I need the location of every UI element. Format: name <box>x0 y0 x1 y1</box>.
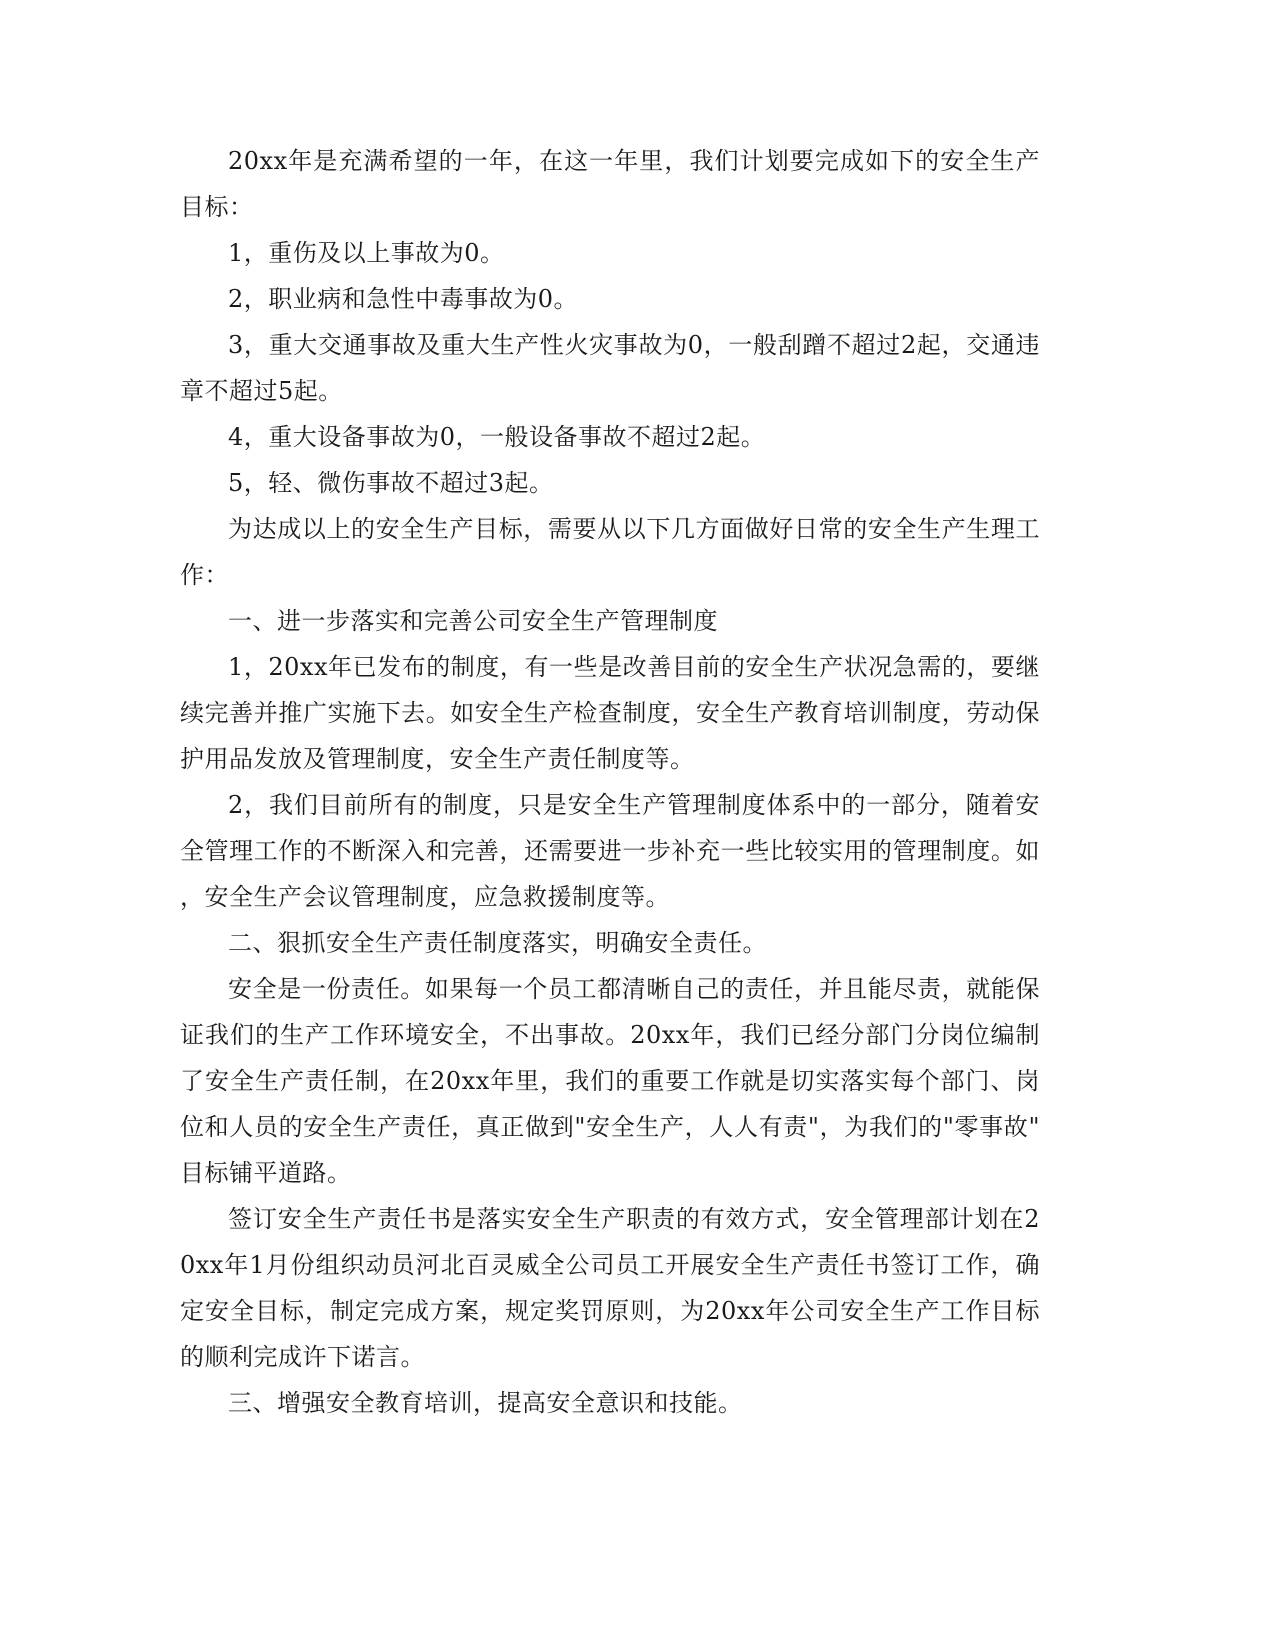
section-2-paragraph-2: 签订安全生产责任书是落实安全生产职责的有效方式，安全管理部计划在20xx年1月份组织动员河北百灵威全公司员工开展安全生产责任书签订工作，确定安全目标，制定完成方案，规定奖罚原则，为20xx年公司安全生产工作目标的顺利完成许下诺言。 <box>180 1205 1040 1371</box>
goal-item-3: 3，重大交通事故及重大生产性火灾事故为0，一般刮蹭不超过2起，交通违章不超过5起。 <box>180 331 1040 405</box>
transition-paragraph: 为达成以上的安全生产目标，需要从以下几方面做好日常的安全生产生理工作： <box>180 515 1040 589</box>
section-heading-1: 一、进一步落实和完善公司安全生产管理制度 <box>228 607 718 635</box>
intro-paragraph: 20xx年是充满希望的一年，在这一年里，我们计划要完成如下的安全生产目标： <box>180 147 1040 221</box>
section-1-item-2: 2，我们目前所有的制度，只是安全生产管理制度体系中的一部分，随着安全管理工作的不断深入和完善，还需要进一步补充一些比较实用的管理制度。如，安全生产会议管理制度，应急救援制度等。 <box>180 791 1040 911</box>
section-heading-3: 三、增强安全教育培训，提高安全意识和技能。 <box>228 1389 743 1417</box>
goal-item-4: 4，重大设备事故为0，一般设备事故不超过2起。 <box>228 423 766 451</box>
section-2-paragraph-1: 安全是一份责任。如果每一个员工都清晰自己的责任，并且能尽责，就能保证我们的生产工作环境安全，不出事故。20xx年，我们已经分部门分岗位编制了安全生产责任制，在20xx年里，我们的重要工作就是切实落实每个部门、岗位和人员的安全生产责任，真正做到"安全生产，人人有责"，为我们的"零事故"目标铺平道路。 <box>180 975 1040 1187</box>
document-body <box>180 138 1040 1426</box>
goal-item-5: 5，轻、微伤事故不超过3起。 <box>228 469 554 497</box>
goal-item-2: 2，职业病和急性中毒事故为0。 <box>228 285 579 313</box>
section-heading-2: 二、狠抓安全生产责任制度落实，明确安全责任。 <box>228 929 767 957</box>
section-1-item-1: 1，20xx年已发布的制度，有一些是改善目前的安全生产状况急需的，要继续完善并推广实施下去。如安全生产检查制度，安全生产教育培训制度，劳动保护用品发放及管理制度，安全生产责任制度等。 <box>180 653 1040 773</box>
goal-item-1: 1，重伤及以上事故为0。 <box>228 239 505 267</box>
